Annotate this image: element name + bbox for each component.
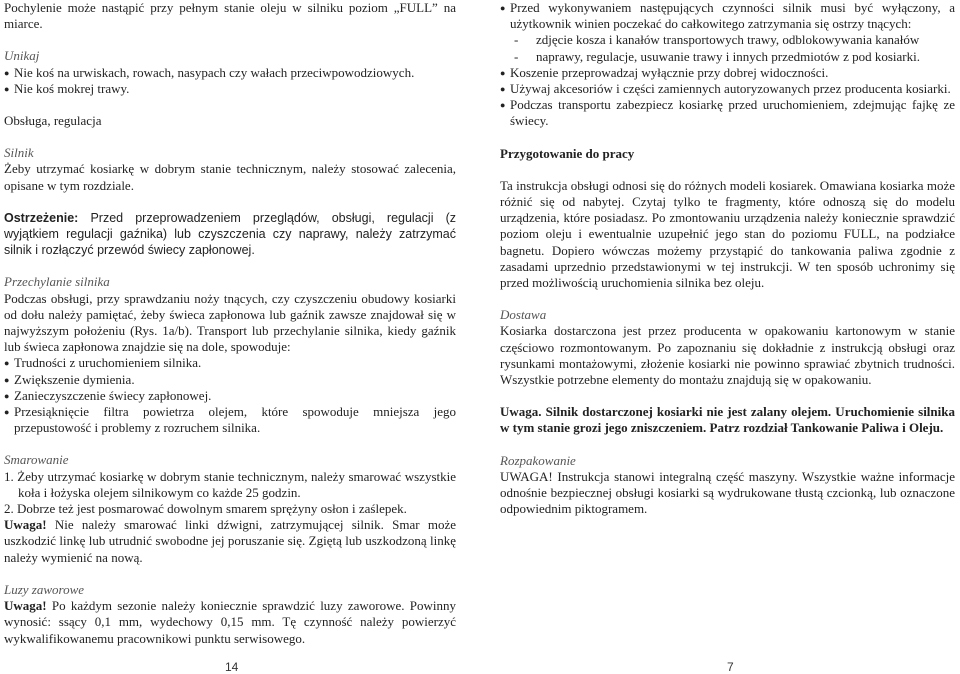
bullet-icon: ●	[4, 390, 10, 401]
przechylanie-heading: Przechylanie silnika	[4, 274, 110, 290]
list-item: ● Koszenie przeprowadzaj wyłącznie przy dobrej widoczności.	[500, 64, 829, 80]
unikaj-heading: Unikaj	[4, 48, 40, 64]
bullet-icon: ●	[4, 67, 10, 78]
list-item: ● Trudności z uruchomieniem silnika.	[4, 355, 202, 371]
list-item: ● Przed wykonywaniem następujących czynności silnik musi być wyłączony, a użytkownik winien poczekać do całkowitego zatrzymania się ostrzy tnących:	[500, 0, 955, 32]
przygotowanie-heading: Przygotowanie do pracy	[500, 145, 635, 161]
list-item: ● Przesiąknięcie filtra powietrza olejem, które spowoduje mniejsza jego przepustowość i problemy z rozruchem silnika.	[4, 404, 456, 436]
bullet-icon: ●	[500, 84, 506, 95]
uwaga-paragraph: Uwaga. Silnik dostarczonej kosiarki nie jest zalany olejem. Uruchomienie silnika w tym stanie grozi jego zniszczeniem. Patrz rozdział Tankowanie Paliwa i Oleju.	[500, 404, 955, 436]
silnik-heading: Silnik	[4, 145, 34, 161]
list-item: ● Zwiększenie dymienia.	[4, 371, 135, 387]
rozpakowanie-paragraph: UWAGA! Instrukcja stanowi integralną część maszyny. Wszystkie ważne informacje odnośnie bezpiecznej obsługi kosiarki są wydrukowane tłustą czcionką, lub oznaczone odpowiednim piktogramem.	[500, 468, 955, 517]
left-page-column	[4, 0, 456, 647]
list-item: ● Nie koś mokrej trawy.	[4, 80, 130, 96]
list-item: ● Zanieczyszczenie świecy zapłonowej.	[4, 387, 212, 403]
smarowanie-item-2: 2. Dobrze też jest posmarować dowolnym smarem sprężyny osłon i zaślepek.	[4, 501, 407, 517]
luzy-paragraph: Uwaga! Po każdym sezonie należy koniecznie sprawdzić luzy zaworowe. Powinny wynosić: ssący 0,1 mm, wydechowy 0,15 mm. Tę czynność należy powierzyć wykwalifikowanemu pracownikowi punktu serwisowego.	[4, 598, 456, 646]
bullet-icon: ●	[500, 67, 506, 78]
smarowanie-warning: Uwaga! Nie należy smarować linki dźwigni, zatrzymującej silnik. Smar może uszkodzić linkę lub utrudnić swobodne jej poruszanie się. Zgiętą lub uszkodzoną linkę należy wymienić na nową.	[4, 517, 456, 565]
dash-marker: -	[514, 32, 519, 48]
smarowanie-item-1: 1. Żeby utrzymać kosiarkę w dobrym stanie technicznym, należy smarować wszystkie koła i łożyska olejem silnikowym co każde 25 godzin.	[4, 468, 456, 500]
list-item: ● Nie koś na urwiskach, rowach, nasypach czy wałach przeciwpowodziowych.	[4, 64, 415, 80]
dostawa-heading: Dostawa	[500, 307, 547, 323]
left-page-number: 14	[225, 660, 239, 674]
list-item: - naprawy, regulacje, usuwanie trawy i innych przedmiotów z pod kosiarki.	[514, 48, 920, 64]
luzy-heading: Luzy zaworowe	[4, 581, 85, 597]
bullet-icon: ●	[500, 100, 506, 111]
list-item: ● Używaj akcesoriów i części zamiennych autoryzowanych przez producenta kosiarki.	[500, 81, 951, 97]
bullet-icon: ●	[500, 3, 506, 13]
rozpakowanie-heading: Rozpakowanie	[500, 452, 576, 468]
bullet-icon: ●	[4, 83, 10, 94]
intro-paragraph: Pochylenie może nastąpić przy pełnym stanie oleju w silniku poziom „FULL” na miarce.	[4, 0, 456, 32]
dostawa-paragraph: Kosiarka dostarczona jest przez producenta w opakowaniu kartonowym w stanie częściowo rozmontowanym. Po zapoznaniu się dokładnie z instrukcją obsługi oraz rysunkami montażowymi, złożenie kosiarki nie powinno sprawiać zbytnich trudności. Wszystkie potrzebne elementy do montażu znajdują się w opakowaniu.	[500, 323, 955, 388]
przechylanie-paragraph: Podczas obsługi, przy sprawdzaniu noży tnących, czy czyszczeniu obudowy kosiarki od dołu należy pamiętać, żeby świeca zapłonowa lub gaźnik zawsze znajdował się w najwyższym położeniu (Rys. 1a/b). Transport lub przechylanie silnika, kiedy gaźnik lub świeca zapłonowa znajdzie się na dole, spowoduje:	[4, 290, 456, 355]
dash-marker: -	[514, 48, 519, 64]
warning-label: Ostrzeżenie:	[4, 210, 79, 225]
przygotowanie-paragraph: Ta instrukcja obsługi odnosi się do różnych modeli kosiarek. Omawiana kosiarka może różnić się od nabytej. Czytaj tylko te fragmenty, które odnoszą się do modelu urządzenia, które posiadasz. Po zmontowaniu urządzenia należy koniecznie sprawdzić poziom oleju i ewentualnie uzupełnić jego stan do poziomu FULL, na podziałce bagnetu. Dopiero wówczas możemy przystąpić do tankowania paliwa zgodnie z zasadami uprzednio przedstawionymi w tej instrukcji. W ten sposób uchronimy się przed możliwością uruchomienia silnika bez oleju.	[500, 177, 955, 291]
bullet-icon: ●	[4, 358, 10, 369]
right-page-number: 7	[727, 660, 734, 674]
warning-paragraph: Ostrzeżenie: Przed przeprowadzeniem przeglądów, obsługi, regulacji (z wyjątkiem regulacji gaźnika) lub czyszczenia czy naprawy, należy zatrzymać silnik i rozłączyć przewód świecy zapłonowej.	[4, 210, 456, 258]
right-page-column	[500, 0, 955, 517]
list-item: ● Podczas transportu zabezpiecz kosiarkę przed uruchomieniem, zdejmując fajkę ze świecy.	[500, 97, 955, 129]
bullet-icon: ●	[4, 374, 10, 385]
silnik-paragraph: Żeby utrzymać kosiarkę w dobrym stanie technicznym, należy stosować zalecenia, opisane w tym rozdziale.	[4, 161, 456, 193]
bullet-icon: ●	[4, 407, 10, 418]
smarowanie-heading: Smarowanie	[4, 452, 69, 468]
obsluga-heading: Obsługa, regulacja	[4, 113, 102, 129]
list-item: - zdjęcie kosza i kanałów transportowych trawy, odblokowywania kanałów	[514, 32, 920, 48]
